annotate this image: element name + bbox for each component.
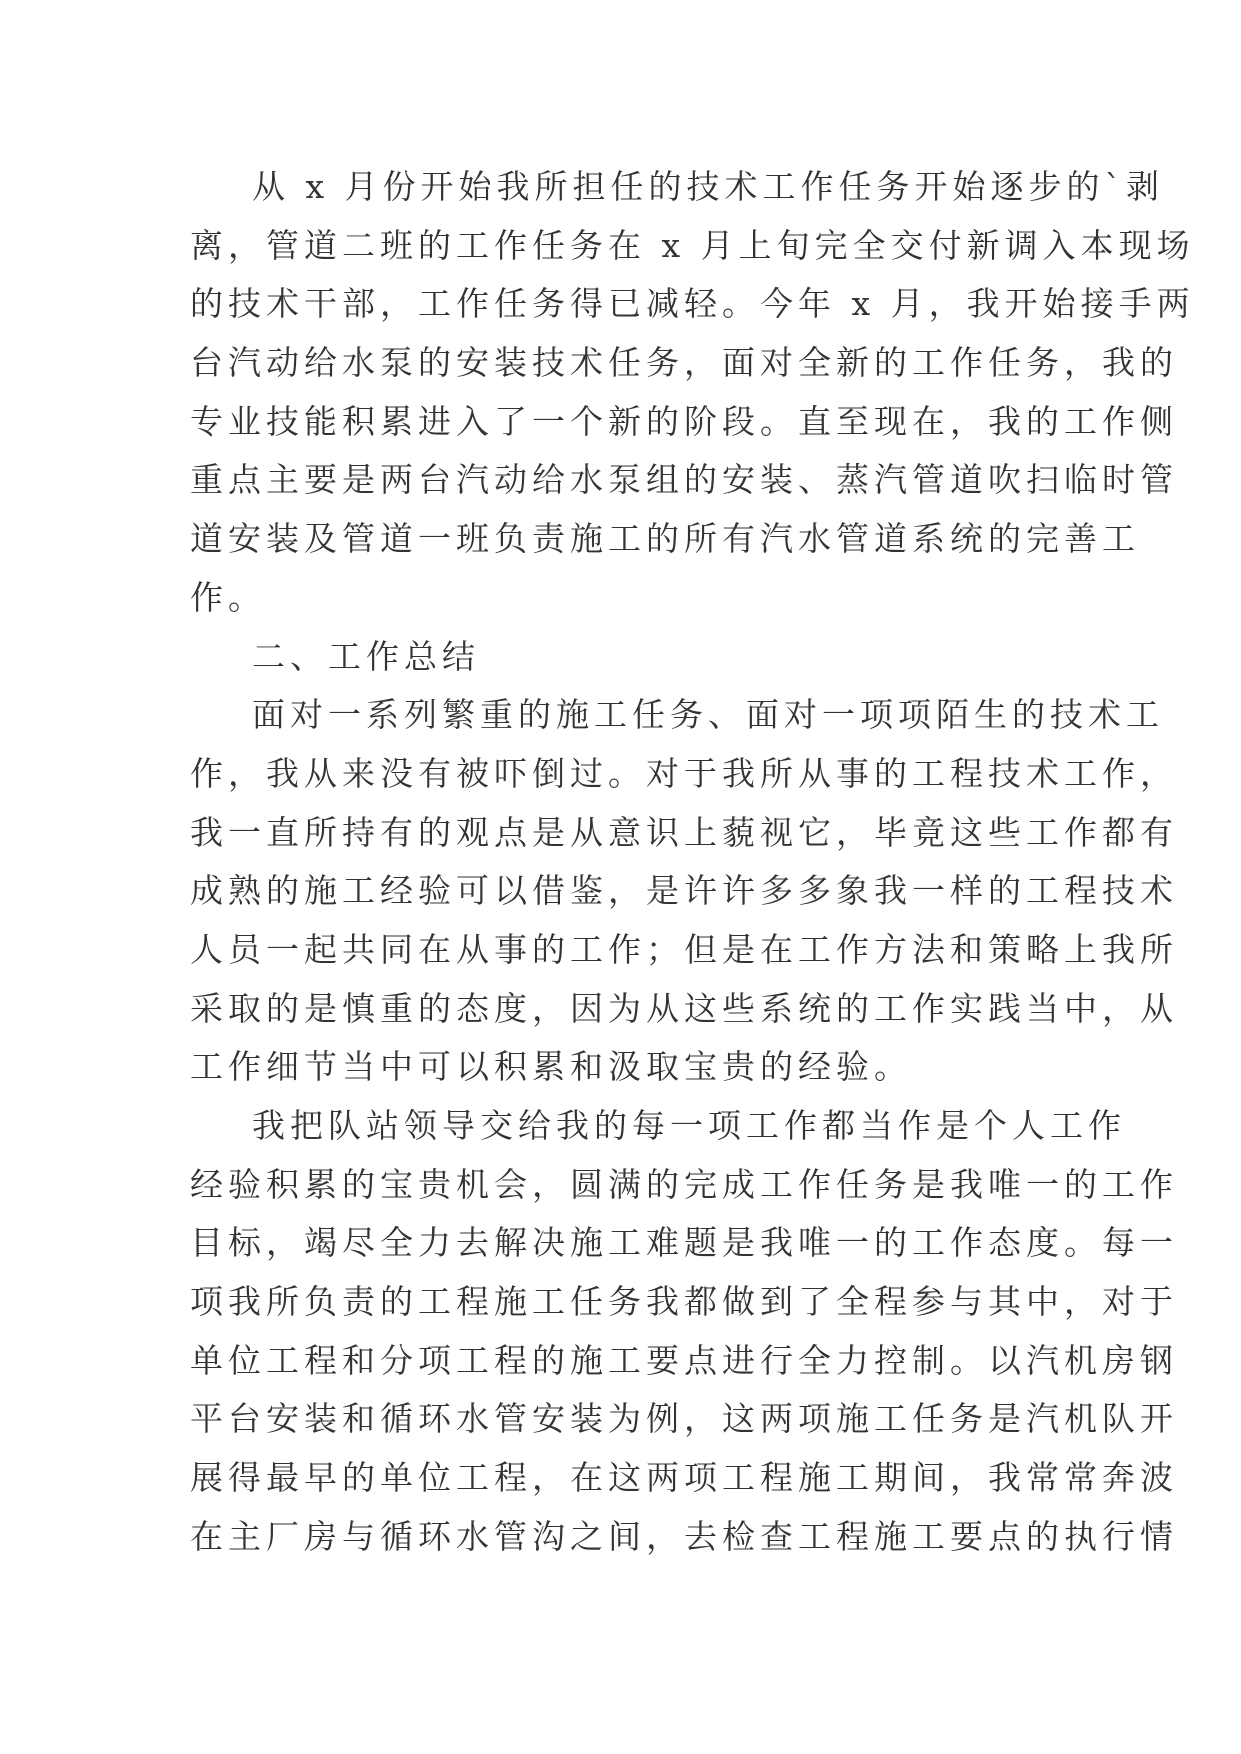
text-line: 平台安装和循环水管安装为例，这两项施工任务是汽机队开 [190,1399,1178,1439]
text-line: 专业技能积累进入了一个新的阶段。直至现在，我的工作侧 [190,401,1178,441]
text-line: 单位工程和分项工程的施工要点进行全力控制。以汽机房钢 [190,1340,1178,1380]
text-line: 台汽动给水泵的安装技术任务，面对全新的工作任务，我的 [190,343,1178,383]
text-line: 项我所负责的工程施工任务我都做到了全程参与其中，对于 [190,1282,1178,1322]
text-line: 面对一系列繁重的施工任务、面对一项项陌生的技术工 [190,695,1164,735]
text-line: 工作细节当中可以积累和汲取宝贵的经验。 [190,1047,912,1087]
text-line: 采取的是慎重的态度，因为从这些系统的工作实践当中，从 [190,988,1178,1028]
document-body [190,158,1195,1567]
text-line: 成熟的施工经验可以借鉴，是许许多多象我一样的工程技术 [190,871,1178,911]
text-line: 作。 [190,577,266,617]
text-line: 目标，竭尽全力去解决施工难题是我唯一的工作态度。每一 [190,1223,1178,1263]
text-line: 人员一起共同在从事的工作；但是在工作方法和策略上我所 [190,929,1178,969]
text-line: 重点主要是两台汽动给水泵组的安装、蒸汽管道吹扫临时管 [190,460,1178,500]
text-line: 我一直所持有的观点是从意识上藐视它，毕竟这些工作都有 [190,812,1178,852]
text-line: 的技术干部，工作任务得已减轻。今年 x 月，我开始接手两 [190,284,1195,324]
text-line: 道安装及管道一班负责施工的所有汽水管道系统的完善工 [190,519,1140,559]
text-line: 在主厂房与循环水管沟之间，去检查工程施工要点的执行情 [190,1516,1178,1556]
text-line: 从 x 月份开始我所担任的技术工作任务开始逐步的`剥 [190,167,1165,206]
text-line: 离，管道二班的工作任务在 x 月上旬完全交付新调入本现场 [190,225,1195,265]
text-line: 展得最早的单位工程，在这两项工程施工期间，我常常奔波 [190,1458,1178,1498]
text-line: 我把队站领导交给我的每一项工作都当作是个人工作 [190,1106,1126,1145]
text-line: 作，我从来没有被吓倒过。对于我所从事的工程技术工作， [190,753,1178,793]
section-heading: 二、工作总结 [190,636,480,676]
text-line: 经验积累的宝贵机会，圆满的完成工作任务是我唯一的工作 [190,1164,1178,1204]
